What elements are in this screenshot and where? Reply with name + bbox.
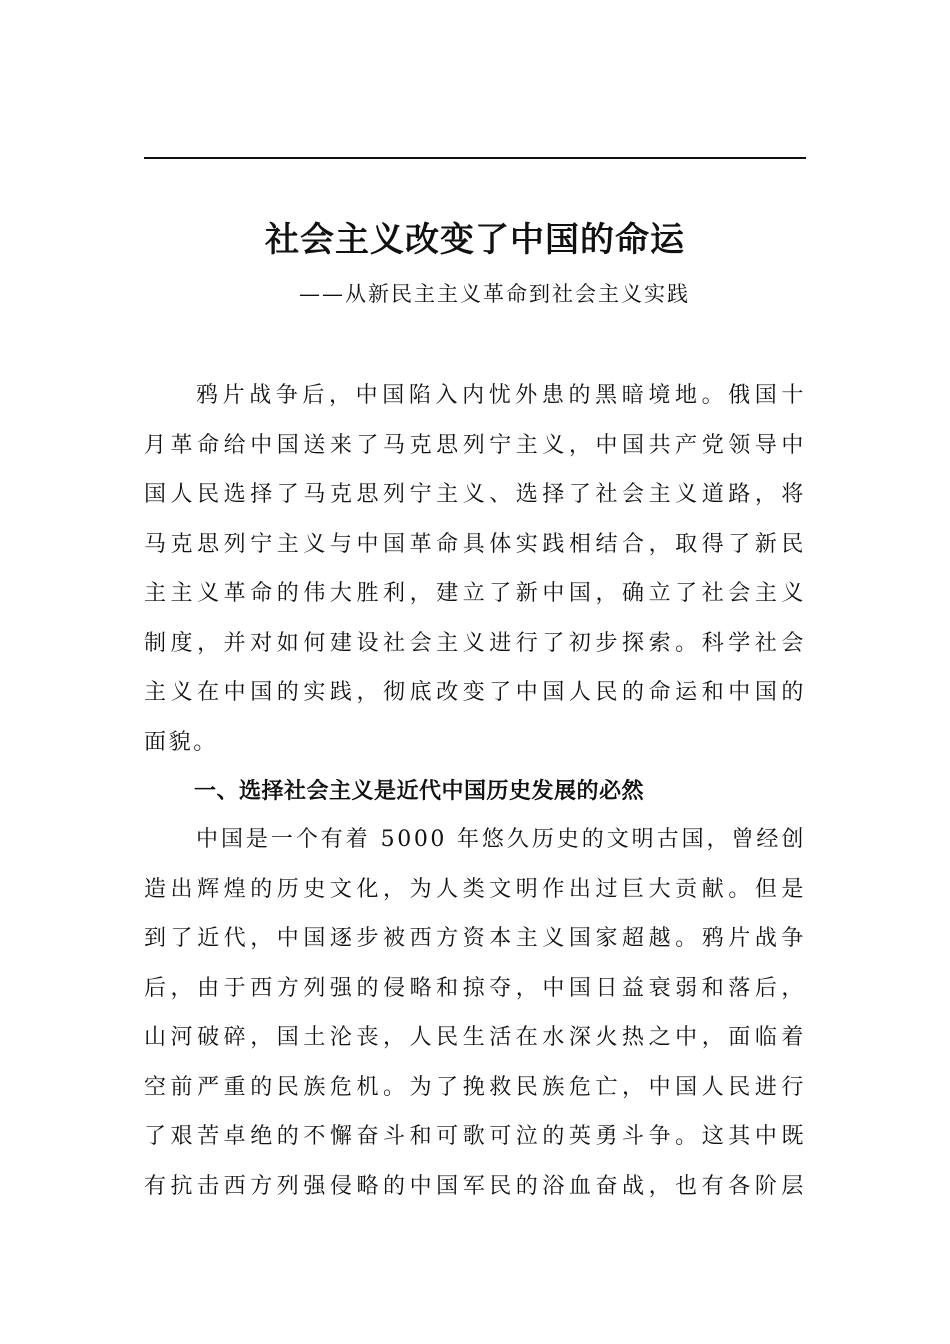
paragraph-line: 面貌。 (144, 729, 218, 755)
paragraph-line: 到了近代，中国逐步被西方资本主义国家超越。鸦片战争 (144, 926, 806, 951)
paragraph-line: 马克思列宁主义与中国革命具体实践相结合，取得了新民 (144, 531, 806, 557)
paragraph-line: 山河破碎，国土沦丧，人民生活在水深火热之中，面临着 (144, 1025, 806, 1050)
paragraph-intro (144, 371, 806, 767)
paragraph-line: 空前严重的民族危机。为了挽救民族危亡，中国人民进行 (144, 1074, 806, 1100)
header-rule (144, 157, 806, 159)
paragraph-line: 月革命给中国送来了马克思列宁主义，中国共产党领导中 (144, 432, 806, 458)
paragraph-line: 鸦片战争后，中国陷入内忧外患的黑暗境地。俄国十 (196, 383, 806, 408)
paragraph-line: 国人民选择了马克思列宁主义、选择了社会主义道路，将 (144, 482, 806, 507)
paragraph-line: 制度，并对如何建设社会主义进行了初步探索。科学社会 (144, 630, 806, 656)
paragraph-line: 主主义革命的伟大胜利，建立了新中国，确立了社会主义 (144, 581, 806, 606)
paragraph-line: 主义在中国的实践，彻底改变了中国人民的命运和中国的 (144, 680, 806, 705)
paragraph-section-1 (144, 815, 806, 1211)
paragraph-line: 有抗击西方列强侵略的中国军民的浴血奋战，也有各阶层 (144, 1173, 806, 1199)
paragraph-line: 后，由于西方列强的侵略和掠夺，中国日益衰弱和落后， (144, 975, 806, 1001)
paragraph-line: 中国是一个有着 5000 年悠久历史的文明古国，曾经创 (196, 827, 806, 852)
paragraph-line: 了艰苦卓绝的不懈奋斗和可歌可泣的英勇斗争。这其中既 (144, 1124, 806, 1149)
paragraph-line: 造出辉煌的历史文化，为人类文明作出过巨大贡献。但是 (144, 876, 806, 902)
section-heading: 一、选择社会主义是近代中国历史发展的必然 (194, 779, 645, 804)
document-subtitle: ——从新民主主义革命到社会主义实践 (299, 282, 690, 306)
document-title: 社会主义改变了中国的命运 (265, 220, 685, 260)
